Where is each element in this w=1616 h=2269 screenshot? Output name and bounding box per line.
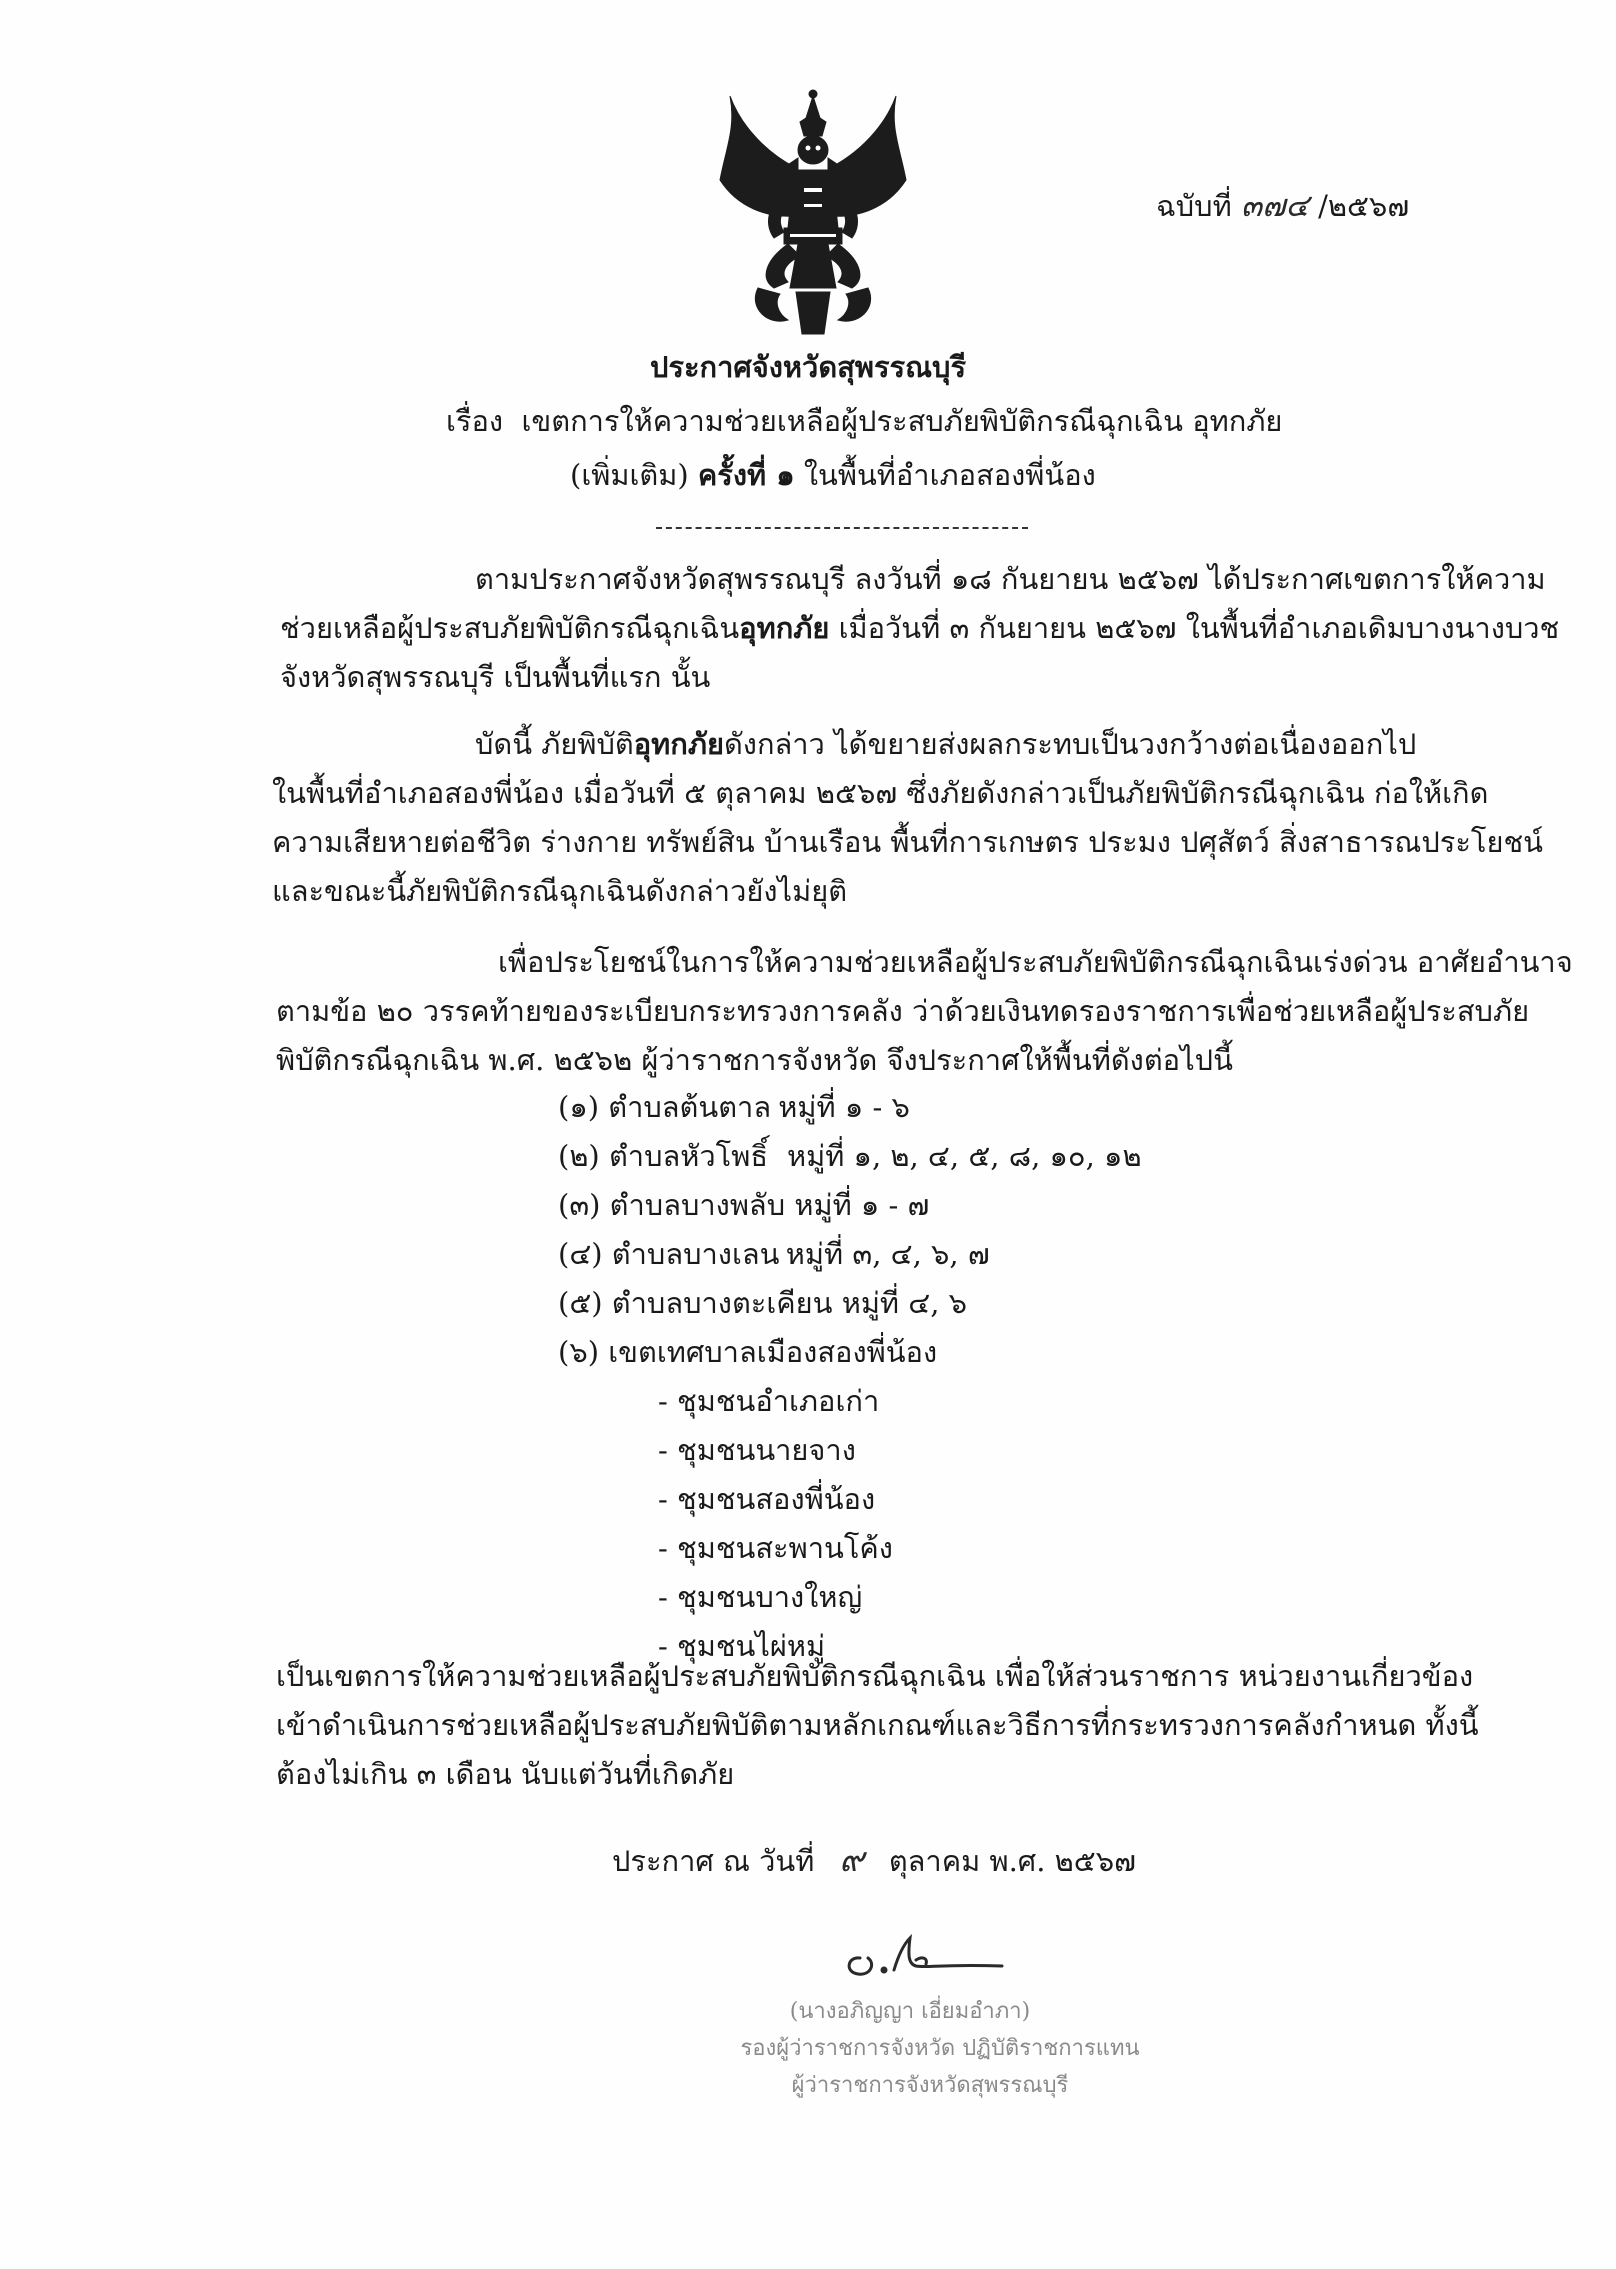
garuda-emblem-icon bbox=[718, 88, 908, 338]
area-item: (๔) ตำบลบางเลน หมู่ที่ ๓, ๔, ๖, ๗ bbox=[558, 1237, 990, 1271]
subject-line-2 bbox=[570, 451, 1096, 499]
paragraph-2-text: บัดนี้ ภัยพิบัติ bbox=[475, 727, 634, 761]
area-item: (๓) ตำบลบางพลับ หมู่ที่ ๑ - ๗ bbox=[558, 1188, 930, 1222]
community-item: - ชุมชนอำเภอเก่า bbox=[658, 1384, 880, 1418]
document-number-value: ๓๗๔ bbox=[1240, 188, 1309, 224]
paragraph-1-line-3: จังหวัดสุพรรณบุรี เป็นพื้นที่แรก นั้น bbox=[280, 660, 711, 694]
paragraph-1-line-1: ตามประกาศจังหวัดสุพรรณบุรี ลงวันที่ ๑๘ กันยายน ๒๕๖๗ ได้ประกาศเขตการให้ความ bbox=[475, 562, 1546, 596]
community-item: - ชุมชนสะพานโค้ง bbox=[658, 1531, 893, 1565]
community-list bbox=[658, 1377, 893, 1671]
paragraph-2-hazard: อุทกภัย bbox=[633, 727, 724, 761]
paragraph-4-line-3: ต้องไม่เกิน ๓ เดือน นับแต่วันที่เกิดภัย bbox=[276, 1757, 735, 1791]
announcement-month-year: ตุลาคม พ.ศ. ๒๕๖๗ bbox=[888, 1844, 1136, 1878]
document-number-label: ฉบับที่ bbox=[1156, 189, 1232, 223]
community-item: - ชุมชนนายจาง bbox=[658, 1433, 856, 1467]
subject-label: เรื่อง bbox=[446, 404, 504, 438]
paragraph-1-line-2 bbox=[280, 604, 1559, 652]
subject-round: ครั้งที่ ๑ bbox=[697, 458, 795, 492]
paragraph-2-line-3: ความเสียหายต่อชีวิต ร่างกาย ทรัพย์สิน บ้านเรือน พื้นที่การเกษตร ประมง ปศุสัตว์ สิ่งสาธารณประโยชน์ bbox=[272, 825, 1543, 859]
announcement-title: ประกาศจังหวัดสุพรรณบุรี bbox=[649, 350, 967, 384]
handwritten-signature-icon bbox=[830, 1920, 1010, 1990]
area-item: (๑) ตำบลต้นตาล หมู่ที่ ๑ - ๖ bbox=[558, 1090, 910, 1124]
paragraph-4-line-1: เป็นเขตการให้ความช่วยเหลือผู้ประสบภัยพิบัติกรณีฉุกเฉิน เพื่อให้ส่วนราชการ หน่วยงานเกี่ยวข้อง bbox=[276, 1659, 1474, 1693]
paragraph-2-line-1 bbox=[475, 720, 1416, 768]
signer-position-2: ผู้ว่าราชการจังหวัดสุพรรณบุรี bbox=[791, 2073, 1069, 2098]
paragraph-1-text: ช่วยเหลือผู้ประสบภัยพิบัติกรณีฉุกเฉิน bbox=[280, 611, 740, 645]
area-item: (๒) ตำบลหัวโพธิ์ หมู่ที่ ๑, ๒, ๔, ๕, ๘, ๑๐, ๑๒ bbox=[558, 1139, 1142, 1173]
announcement-prefix: ประกาศ ณ วันที่ bbox=[612, 1844, 815, 1878]
title-divider bbox=[656, 527, 1028, 529]
paragraph-1-date: เมื่อวันที่ ๓ กันยายน ๒๕๖๗ ในพื้นที่อำเภอเดิมบางนางบวช bbox=[829, 611, 1560, 645]
announcement-date bbox=[612, 1836, 1136, 1885]
area-item: (๕) ตำบลบางตะเคียน หมู่ที่ ๔, ๖ bbox=[558, 1286, 968, 1320]
subject-line bbox=[446, 397, 1282, 445]
community-item: - ชุมชนบางใหญ่ bbox=[658, 1580, 863, 1614]
document-number-year: /๒๕๖๗ bbox=[1318, 189, 1410, 223]
paragraph-2-text-2: ดังกล่าว ได้ขยายส่งผลกระทบเป็นวงกว้างต่อเนื่องออกไป bbox=[723, 727, 1417, 761]
announcement-day: ๙ bbox=[839, 1840, 865, 1880]
document-number bbox=[1156, 182, 1409, 230]
subject-supplement: (เพิ่มเติม) bbox=[570, 458, 689, 492]
subject-area: ในพื้นที่อำเภอสองพี่น้อง bbox=[803, 458, 1096, 492]
area-list bbox=[558, 1083, 1142, 1377]
community-item: - ชุมชนสองพี่น้อง bbox=[658, 1482, 876, 1516]
paragraph-1-hazard: อุทกภัย bbox=[739, 611, 830, 645]
paragraph-4-line-2: เข้าดำเนินการช่วยเหลือผู้ประสบภัยพิบัติตามหลักเกณฑ์และวิธีการที่กระทรวงการคลังกำหนด ทั้งนี้ bbox=[276, 1708, 1479, 1742]
paragraph-2-line-4: และขณะนี้ภัยพิบัติกรณีฉุกเฉินดังกล่าวยังไม่ยุติ bbox=[272, 874, 848, 908]
signer-position-1: รองผู้ว่าราชการจังหวัด ปฏิบัติราชการแทน bbox=[740, 2036, 1140, 2061]
area-item: (๖) เขตเทศบาลเมืองสองพี่น้อง bbox=[558, 1335, 938, 1369]
paragraph-3-line-3: พิบัติกรณีฉุกเฉิน พ.ศ. ๒๕๖๒ ผู้ว่าราชการจังหวัด จึงประกาศให้พื้นที่ดังต่อไปนี้ bbox=[276, 1043, 1233, 1077]
signer-name: (นางอภิญญา เอี่ยมอำภา) bbox=[789, 1999, 1031, 2024]
paragraph-3-line-2: ตามข้อ ๒๐ วรรคท้ายของระเบียบกระทรวงการคลัง ว่าด้วยเงินทดรองราชการเพื่อช่วยเหลือผู้ประสบภัย bbox=[276, 994, 1530, 1028]
community-item: - ชุมชนไผ่หมู่ bbox=[658, 1629, 826, 1663]
paragraph-2-line-2: ในพื้นที่อำเภอสองพี่น้อง เมื่อวันที่ ๕ ตุลาคม ๒๕๖๗ ซึ่งภัยดังกล่าวเป็นภัยพิบัติกรณีฉุกเฉิน ก่อให้เกิด bbox=[272, 776, 1489, 810]
subject-text: เขตการให้ความช่วยเหลือผู้ประสบภัยพิบัติกรณีฉุกเฉิน อุทกภัย bbox=[521, 404, 1283, 438]
paragraph-3-line-1: เพื่อประโยชน์ในการให้ความช่วยเหลือผู้ประสบภัยพิบัติกรณีฉุกเฉินเร่งด่วน อาศัยอำนาจ bbox=[498, 945, 1573, 979]
